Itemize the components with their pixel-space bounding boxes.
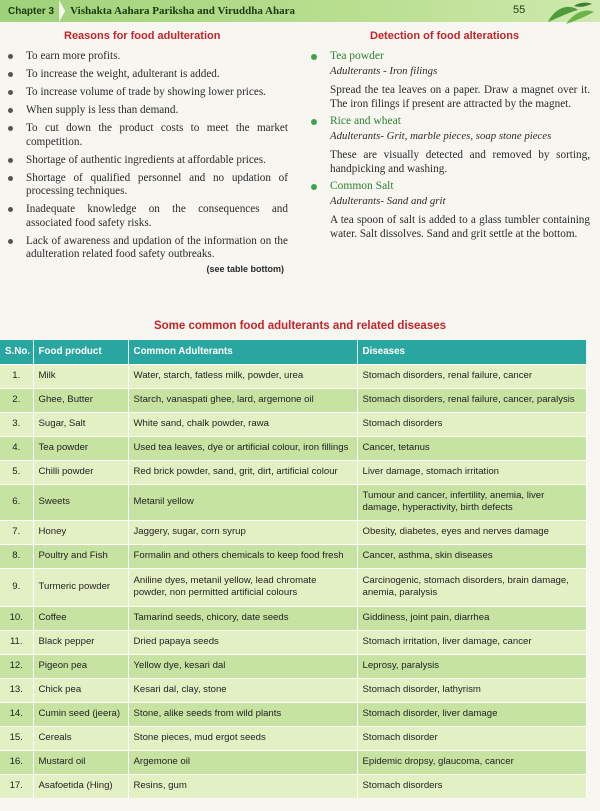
chapter-title: Vishakta Aahara Pariksha and Viruddha Ahara [70, 5, 295, 17]
table-row [0, 484, 586, 520]
list-item: Inadequate knowledge on the consequences and associated food safety risks. [6, 203, 288, 230]
table-row [0, 630, 586, 654]
cell-adulterants: Metanil yellow [128, 484, 357, 520]
cell-sno: 14. [0, 702, 33, 726]
list-item: Shortage of authentic ingredients at affordable prices. [6, 154, 288, 168]
cell-diseases: Stomach disorder, liver damage [357, 702, 586, 726]
cell-food-product: Mustard oil [33, 750, 128, 774]
cell-diseases: Stomach disorder, lathyrism [357, 678, 586, 702]
adulterants-table [0, 340, 587, 798]
cell-food-product: Sweets [33, 484, 128, 520]
detection-item-heading: Rice and wheat [308, 115, 590, 127]
cell-diseases: Cancer, tetanus [357, 436, 586, 460]
cell-sno: 5. [0, 460, 33, 484]
cell-adulterants: Water, starch, fatless milk, powder, urea [128, 364, 357, 388]
detection-item-text: Spread the tea leaves on a paper. Draw a magnet over it. The iron filings if present are attracted by the magnet. [330, 84, 590, 110]
cell-diseases: Stomach disorder [357, 726, 586, 750]
table-header-row [0, 340, 586, 364]
table-row [0, 568, 586, 606]
table-row [0, 606, 586, 630]
cell-adulterants: Argemone oil [128, 750, 357, 774]
cell-adulterants: Starch, vanaspati ghee, lard, argemone oil [128, 388, 357, 412]
detection-title: Detection of food alterations [370, 30, 520, 42]
cell-food-product: Ghee, Butter [33, 388, 128, 412]
list-item: To increase volume of trade by showing lower prices. [6, 86, 288, 100]
cell-diseases: Giddiness, joint pain, diarrhea [357, 606, 586, 630]
table-row [0, 750, 586, 774]
detection-item-heading: Common Salt [308, 180, 590, 192]
detection-item-text: A tea spoon of salt is added to a glass tumbler containing water. Salt dissolves. Sand and grit settle at the bottom. [330, 214, 590, 240]
cell-food-product: Milk [33, 364, 128, 388]
cell-food-product: Turmeric powder [33, 568, 128, 606]
column-header-diseases: Diseases [357, 340, 586, 364]
cell-diseases: Tumour and cancer, infertility, anemia, liver damage, hyperactivity, birth defects [357, 484, 586, 520]
cell-diseases: Epidemic dropsy, glaucoma, cancer [357, 750, 586, 774]
cell-sno: 6. [0, 484, 33, 520]
cell-adulterants: Formalin and others chemicals to keep food fresh [128, 544, 357, 568]
table-row [0, 520, 586, 544]
cell-diseases: Stomach disorders [357, 412, 586, 436]
cell-diseases: Liver damage, stomach irritation [357, 460, 586, 484]
detection-item-adulterants: Adulterants - Iron filings [330, 65, 438, 77]
cell-sno: 7. [0, 520, 33, 544]
table-row [0, 412, 586, 436]
cell-diseases: Stomach disorders, renal failure, cancer, paralysis [357, 388, 586, 412]
chapter-separator [59, 0, 65, 22]
page-number: 55 [513, 4, 526, 16]
list-item: When supply is less than demand. [6, 104, 288, 118]
cell-adulterants: Aniline dyes, metanil yellow, lead chromate powder, non permitted artificial colours [128, 568, 357, 606]
cell-food-product: Chilli powder [33, 460, 128, 484]
table-row [0, 436, 586, 460]
cell-adulterants: Stone, alike seeds from wild plants [128, 702, 357, 726]
cell-adulterants: Dried papaya seeds [128, 630, 357, 654]
cell-sno: 2. [0, 388, 33, 412]
cell-diseases: Leprosy, paralysis [357, 654, 586, 678]
cell-sno: 11. [0, 630, 33, 654]
table-row [0, 388, 586, 412]
cell-food-product: Asafoetida (Hing) [33, 774, 128, 798]
reasons-title: Reasons for food adulteration [64, 30, 221, 42]
table-title: Some common food adulterants and related diseases [153, 320, 447, 332]
cell-sno: 4. [0, 436, 33, 460]
cell-food-product: Black pepper [33, 630, 128, 654]
detection-item-adulterants: Adulterants- Grit, marble pieces, soap stone pieces [330, 130, 552, 142]
cell-adulterants: Kesari dal, clay, stone [128, 678, 357, 702]
detection-item-text: These are visually detected and removed by sorting, handpicking and washing. [330, 149, 590, 175]
cell-diseases: Stomach disorders [357, 774, 586, 798]
reasons-list [6, 50, 288, 262]
leaf-decoration-icon [544, 0, 596, 26]
cell-diseases: Stomach irritation, liver damage, cancer [357, 630, 586, 654]
list-item: To increase the weight, adulterant is added. [6, 68, 288, 82]
list-item: To earn more profits. [6, 50, 288, 64]
cell-diseases: Cancer, asthma, skin diseases [357, 544, 586, 568]
column-header-sno: S.No. [0, 340, 33, 364]
cell-food-product: Chick pea [33, 678, 128, 702]
table-row [0, 460, 586, 484]
detection-item-adulterants: Adulterants- Sand and grit [330, 195, 446, 207]
cell-food-product: Pigeon pea [33, 654, 128, 678]
column-header-adulterants: Common Adulterants [128, 340, 357, 364]
cell-sno: 9. [0, 568, 33, 606]
cell-sno: 15. [0, 726, 33, 750]
reasons-section [6, 30, 288, 274]
page-header [0, 0, 600, 22]
column-header-food-product: Food product [33, 340, 128, 364]
cell-adulterants: Yellow dye, kesari dal [128, 654, 357, 678]
cell-diseases: Carcinogenic, stomach disorders, brain damage, anemia, paralysis [357, 568, 586, 606]
cell-adulterants: White sand, chalk powder, rawa [128, 412, 357, 436]
table-row [0, 702, 586, 726]
cell-food-product: Poultry and Fish [33, 544, 128, 568]
cell-food-product: Tea powder [33, 436, 128, 460]
cell-food-product: Honey [33, 520, 128, 544]
cell-sno: 13. [0, 678, 33, 702]
cell-sno: 17. [0, 774, 33, 798]
cell-sno: 12. [0, 654, 33, 678]
cell-diseases: Stomach disorders, renal failure, cancer [357, 364, 586, 388]
cell-adulterants: Red brick powder, sand, grit, dirt, artificial colour [128, 460, 357, 484]
cell-sno: 8. [0, 544, 33, 568]
cell-diseases: Obesity, diabetes, eyes and nerves damage [357, 520, 586, 544]
cell-adulterants: Stone pieces, mud ergot seeds [128, 726, 357, 750]
table-row [0, 654, 586, 678]
cell-adulterants: Jaggery, sugar, corn syrup [128, 520, 357, 544]
detection-section [308, 30, 590, 245]
table-row [0, 678, 586, 702]
table-row [0, 544, 586, 568]
cell-adulterants: Tamarind seeds, chicory, date seeds [128, 606, 357, 630]
detection-item-heading: Tea powder [308, 50, 590, 62]
cell-food-product: Coffee [33, 606, 128, 630]
cell-sno: 3. [0, 412, 33, 436]
cell-food-product: Cumin seed (jeera) [33, 702, 128, 726]
see-table-note: (see table bottom) [206, 264, 284, 275]
list-item: Shortage of qualified personnel and no updation of processing techniques. [6, 172, 288, 199]
chapter-label: Chapter 3 [8, 5, 55, 17]
list-item: To cut down the product costs to meet the market competition. [6, 122, 288, 149]
cell-adulterants: Resins, gum [128, 774, 357, 798]
cell-food-product: Cereals [33, 726, 128, 750]
table-row [0, 726, 586, 750]
table-row [0, 774, 586, 798]
list-item: Lack of awareness and updation of the information on the adulteration related food safety outbreaks. [6, 235, 288, 262]
cell-sno: 10. [0, 606, 33, 630]
table-row [0, 364, 586, 388]
cell-food-product: Sugar, Salt [33, 412, 128, 436]
cell-sno: 1. [0, 364, 33, 388]
cell-adulterants: Used tea leaves, dye or artificial colour, iron fillings [128, 436, 357, 460]
cell-sno: 16. [0, 750, 33, 774]
